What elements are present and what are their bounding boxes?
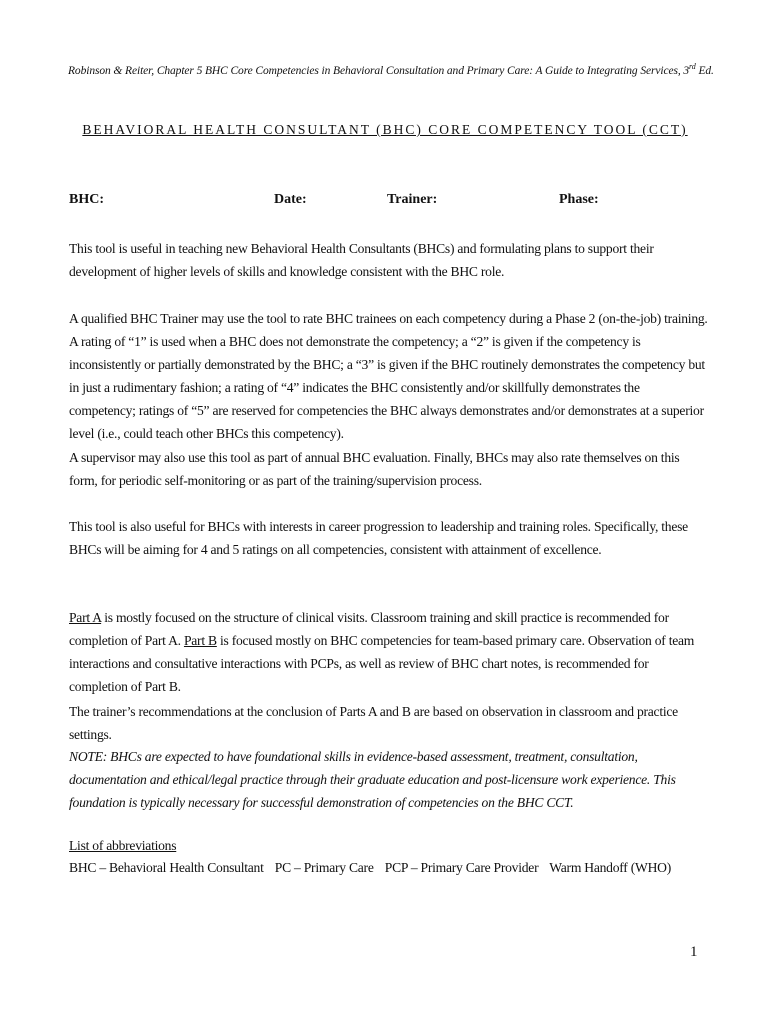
paragraph-supervisor-use: A supervisor may also use this tool as part of annual BHC evaluation. Finally, BHCs may also rate themselves on this form, for periodic self-monitoring or as part of the training/supervision process. xyxy=(69,450,680,488)
trainer-field-label: Trainer: xyxy=(387,192,438,207)
abbreviation-item: PC – Primary Care xyxy=(274,860,374,875)
abbreviation-item: Warm Handoff (WHO) xyxy=(549,860,672,875)
paragraph-rating-scale: A qualified BHC Trainer may use the tool to rate BHC trainees on each competency during a Phase 2 (on-the-job) training. A rating of “1” is used when a BHC does not demonstrate the competency; a “2” is given if the competency is inconsistently or partially demonstrated by the BHC; a “3” is given if the BHC routinely demonstrates the competency but in just a rudimentary fashion; a rating of “4” indicates the BHC consistently and/or skillfully demonstrates the competency; ratings of “5” are reserved for competencies the BHC always demonstrates and/or demonstrates at a superior level (i.e., could teach other BHCs this competency). xyxy=(69,311,708,441)
citation-text: Robinson & Reiter, Chapter 5 BHC Core Competencies in Behavioral Consultation and Primary Care: A Guide to Integrating Services, 3 xyxy=(68,64,690,77)
paragraph-trainer-recommendations: The trainer’s recommendations at the conclusion of Parts A and B are based on observation in classroom and practice settings. xyxy=(69,704,678,742)
date-field-label: Date: xyxy=(274,192,307,207)
phase-field-label: Phase: xyxy=(559,192,599,207)
part-a-description: is mostly focused on the structure of clinical visits. Classroom training and skill practice is recommended for completion of Part A. xyxy=(69,610,669,648)
bhc-field-label: BHC: xyxy=(69,192,104,207)
header-citation xyxy=(68,62,714,77)
part-b-description: is focused mostly on BHC competencies for team-based primary care. Observation of team interactions and consultative interactions with PCPs, as well as review of BHC chart notes, is recommended for completion of Part B. xyxy=(69,633,695,694)
abbreviation-item: BHC – Behavioral Health Consultant xyxy=(69,860,264,875)
note-paragraph: NOTE: BHCs are expected to have foundational skills in evidence-based assessment, treatment, consultation, documentation and ethical/legal practice through their graduate education and post-licensure work experience. This foundation is typically necessary for successful demonstration of competencies on the BHC CCT. xyxy=(69,749,676,810)
citation-end: Ed. xyxy=(695,64,714,77)
document-title: BEHAVIORAL HEALTH CONSULTANT (BHC) CORE COMPETENCY TOOL (CCT) xyxy=(82,122,688,137)
part-a-link-text: Part A xyxy=(69,610,102,625)
abbreviation-item: PCP – Primary Care Provider xyxy=(384,860,539,875)
abbreviations-title: List of abbreviations xyxy=(69,838,177,853)
abbreviations-list xyxy=(69,860,679,876)
citation-superscript: rd xyxy=(689,62,696,71)
part-b-link-text: Part B xyxy=(183,633,217,648)
form-fields-row xyxy=(0,192,770,212)
page-number: 1 xyxy=(690,944,698,960)
paragraph-purpose: This tool is useful in teaching new Behavioral Health Consultants (BHCs) and formulating plans to support their development of higher levels of skills and knowledge consistent with the BHC role. xyxy=(69,241,654,279)
paragraph-career-progression: This tool is also useful for BHCs with interests in career progression to leadership and training roles. Specifically, these BHCs will be aiming for 4 and 5 ratings on all competencies, consistent with attainment of excellence. xyxy=(69,519,688,557)
paragraph-parts xyxy=(69,606,709,698)
